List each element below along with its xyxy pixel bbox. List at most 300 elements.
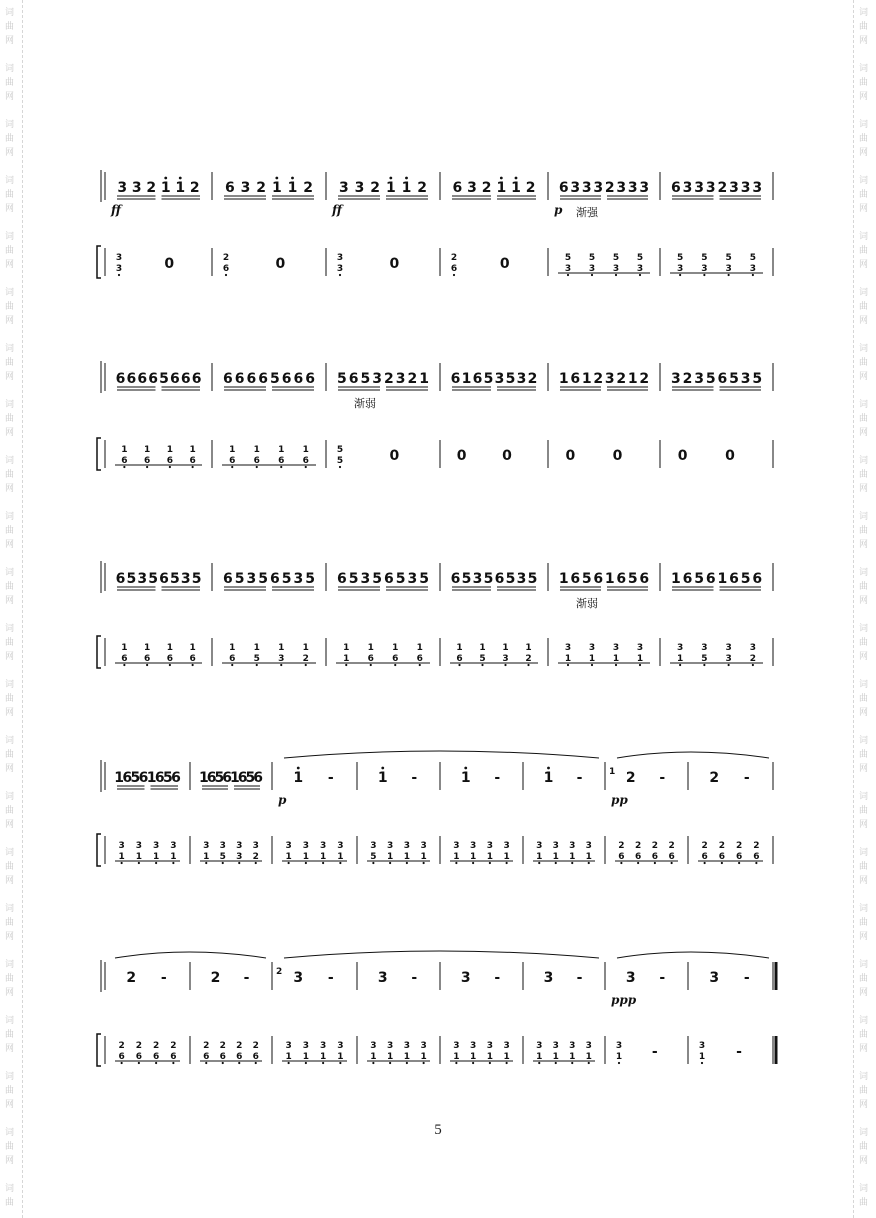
chord-upper-note: 5 [749, 253, 757, 263]
jianpu-note: 3 [570, 180, 581, 196]
chord-upper-note: 2 [651, 841, 659, 851]
chord-upper-note: 3 [536, 1041, 543, 1051]
jianpu-note: 3 [516, 571, 527, 587]
chord-upper-note: 5 [336, 445, 344, 455]
watermark-char: 词 [5, 1128, 15, 1138]
chord-lower-note: 1 [564, 654, 572, 664]
dynamic-mark: p [278, 793, 287, 807]
chord-upper-note: 1 [367, 643, 374, 653]
low-octave-dot [637, 862, 639, 864]
chord-upper-note: 3 [403, 1041, 411, 1051]
jianpu-note: 6 [616, 571, 627, 587]
watermark-char: 网 [859, 596, 869, 606]
watermark-char: 词 [5, 904, 15, 914]
low-octave-dot [555, 862, 557, 864]
watermark-char: 曲 [859, 190, 869, 200]
chord-upper-note: 3 [319, 841, 327, 851]
watermark-char: 网 [859, 316, 869, 326]
chord-upper-note: 2 [236, 1041, 243, 1051]
chord-lower-note: 1 [676, 654, 684, 664]
chord-upper-note: 3 [469, 841, 477, 851]
low-octave-dot [679, 274, 681, 276]
chord-lower-note: 3 [588, 264, 596, 274]
watermark-char: 网 [5, 148, 15, 158]
chord-lower-note: 6 [252, 1052, 259, 1062]
jianpu-note: 2 [417, 180, 428, 196]
chord-lower-note: 1 [285, 852, 292, 862]
chord-lower-note: 3 [564, 264, 572, 274]
chord-upper-note: 2 [222, 253, 230, 263]
low-octave-dot [591, 664, 593, 666]
chord-upper-note: 1 [121, 445, 128, 455]
chord-upper-note: 3 [698, 1041, 706, 1051]
chord-lower-note: 1 [302, 1052, 310, 1062]
chord-upper-note: 1 [143, 643, 151, 653]
low-octave-dot [472, 862, 474, 864]
jianpu-note: 3 [460, 970, 471, 986]
chord-lower-note: 3 [612, 264, 620, 274]
jianpu-note: 6 [253, 770, 263, 786]
jianpu-note: 1 [604, 571, 615, 587]
jianpu-note: 2 [604, 180, 615, 196]
low-octave-dot [255, 862, 257, 864]
low-octave-dot [123, 664, 125, 666]
jianpu-note: 5 [126, 571, 137, 587]
watermark-char: 网 [5, 36, 15, 46]
jianpu-note: 5 [191, 571, 202, 587]
chord-upper-note: 3 [236, 841, 243, 851]
rest: 0 [502, 448, 512, 464]
chord-upper-note: 3 [503, 841, 510, 851]
chord-lower-note: 1 [203, 852, 210, 862]
chord-upper-note: 2 [135, 1041, 143, 1051]
jianpu-note: 5 [337, 371, 347, 387]
chord-lower-note: 1 [469, 852, 477, 862]
watermark-char: 网 [5, 820, 15, 830]
watermark-char: 曲 [5, 246, 15, 256]
low-octave-dot [305, 1062, 307, 1064]
low-octave-dot [339, 1062, 341, 1064]
jianpu-note: 6 [234, 371, 245, 387]
high-octave-dot [464, 767, 467, 770]
chord-lower-note: 5 [701, 654, 708, 664]
watermark-char: 词 [859, 1184, 869, 1194]
chord-lower-note: 6 [121, 654, 128, 664]
jianpu-note: - [160, 970, 167, 986]
dynamic-mark: ppp [611, 993, 637, 1007]
jianpu-note: 3 [709, 970, 720, 986]
watermark-char: 词 [859, 232, 869, 242]
chord-upper-note: 3 [118, 841, 125, 851]
low-octave-dot [703, 274, 705, 276]
expression-text: 渐强 [576, 206, 598, 219]
low-octave-dot [339, 466, 341, 468]
jianpu-note: 5 [419, 571, 429, 587]
low-octave-dot [639, 664, 641, 666]
jianpu-note: 2 [303, 180, 314, 196]
low-octave-dot [679, 664, 681, 666]
watermark-char: 曲 [859, 22, 869, 32]
watermark-char: 网 [5, 428, 15, 438]
jianpu-note: - [659, 970, 666, 986]
jianpu-note: 3 [581, 180, 592, 196]
expression-text: 渐弱 [354, 397, 376, 410]
watermark-char: 曲 [5, 806, 15, 816]
jianpu-note: 6 [191, 371, 202, 387]
chord-upper-note: 3 [302, 1041, 310, 1051]
chord-upper-note: 3 [386, 841, 394, 851]
rest: 0 [389, 256, 400, 272]
low-octave-dot [615, 664, 617, 666]
low-octave-dot [458, 664, 460, 666]
chord-upper-note: 5 [676, 253, 684, 263]
chord-lower-note: 2 [749, 654, 757, 664]
jianpu-note: 6 [705, 571, 716, 587]
chord-lower-note: 3 [676, 264, 684, 274]
jianpu-note: 5 [214, 770, 225, 786]
high-octave-dot [500, 177, 503, 180]
chord-upper-note: 2 [152, 1041, 160, 1051]
chord-upper-note: 3 [469, 1041, 477, 1051]
watermark-char: 网 [859, 820, 869, 830]
watermark-char: 网 [859, 260, 869, 270]
jianpu-note: 3 [293, 571, 304, 587]
chord-upper-note: 3 [135, 841, 143, 851]
chord-lower-note: 1 [453, 852, 460, 862]
jianpu-note: 1 [496, 180, 507, 196]
jianpu-note: 5 [505, 371, 516, 387]
jianpu-note: 3 [593, 180, 604, 196]
watermark-char: 词 [5, 848, 15, 858]
watermark-char: 曲 [859, 638, 869, 648]
chord-upper-note: 3 [115, 253, 123, 263]
chord-lower-note: 1 [552, 852, 559, 862]
jianpu-note: 1 [461, 371, 472, 387]
chord-lower-note: 1 [152, 852, 160, 862]
jianpu-note: - [327, 970, 334, 986]
jianpu-note: 3 [705, 180, 716, 196]
watermark-char: 曲 [5, 1142, 15, 1152]
chord-lower-note: 6 [278, 456, 285, 466]
high-octave-dot [297, 767, 300, 770]
chord-lower-note: 1 [319, 852, 327, 862]
low-octave-dot [280, 664, 282, 666]
watermark-char: 词 [5, 1016, 15, 1026]
rest: 0 [456, 448, 467, 464]
watermark-char: 词 [859, 400, 869, 410]
chord-upper-note: 3 [585, 1041, 592, 1051]
jianpu-note: 3 [682, 180, 693, 196]
chord-lower-note: 1 [469, 1052, 477, 1062]
high-octave-dot [164, 177, 167, 180]
low-octave-dot [339, 862, 341, 864]
jianpu-note: 1 [385, 180, 396, 196]
low-octave-dot [389, 862, 391, 864]
chord-upper-note: 3 [636, 643, 644, 653]
chord-upper-note: 5 [564, 253, 572, 263]
jianpu-note: 1 [401, 180, 412, 196]
chord-upper-note: 3 [219, 841, 226, 851]
chord-lower-note: 6 [135, 1052, 143, 1062]
jianpu-note: 3 [516, 371, 527, 387]
jianpu-note: 6 [223, 571, 233, 587]
high-octave-dot [405, 177, 408, 180]
jianpu-note: 6 [348, 371, 359, 387]
chord-lower-note: 1 [552, 1052, 559, 1062]
low-octave-dot [345, 664, 347, 666]
jianpu-note: 6 [115, 571, 126, 587]
watermark-char: 网 [859, 1044, 869, 1054]
jianpu-note: 2 [717, 180, 728, 196]
low-octave-dot [225, 274, 227, 276]
jianpu-note: 3 [752, 180, 763, 196]
jianpu-note: 3 [467, 180, 477, 196]
chord-lower-note: 6 [222, 264, 230, 274]
watermark-char: 词 [859, 624, 869, 634]
chord-upper-note: 3 [386, 1041, 394, 1051]
jianpu-note: 5 [148, 571, 158, 587]
jianpu-note: 1 [377, 770, 388, 786]
low-octave-dot [394, 664, 396, 666]
chord-lower-note: 3 [636, 264, 644, 274]
jianpu-note: 2 [593, 371, 604, 387]
jianpu-note: 1 [271, 180, 282, 196]
chord-upper-note: 3 [319, 1041, 327, 1051]
jianpu-note: 3 [639, 180, 650, 196]
jianpu-note: - [743, 970, 750, 986]
jianpu-note: 6 [717, 371, 728, 387]
jianpu-note: 5 [694, 571, 704, 587]
chord-lower-note: 2 [525, 654, 532, 664]
chord-lower-note: 1 [698, 1052, 706, 1062]
chord-lower-note: 6 [367, 654, 374, 664]
watermark-char: 曲 [5, 470, 15, 480]
chord-lower-note: 1 [343, 654, 350, 664]
jianpu-note: 6 [115, 371, 126, 387]
chord-upper-note: 3 [370, 841, 377, 851]
jianpu-note: 2 [189, 180, 200, 196]
jianpu-note: 2 [384, 371, 394, 387]
chord-upper-note: 1 [416, 643, 423, 653]
watermark-char: 词 [859, 568, 869, 578]
jianpu-note: 6 [450, 371, 461, 387]
chord-lower-note: 6 [735, 852, 743, 862]
watermark-char: 网 [5, 372, 15, 382]
jianpu-note: 6 [180, 371, 191, 387]
jianpu-note: 6 [570, 371, 581, 387]
jianpu-note: 5 [483, 371, 494, 387]
watermark-char: 网 [5, 204, 15, 214]
jianpu-note: 6 [281, 371, 292, 387]
chord-upper-note: 2 [252, 1041, 259, 1051]
jianpu-note: 6 [138, 770, 149, 786]
chord-upper-note: 3 [536, 841, 543, 851]
watermark-char: 词 [5, 120, 15, 130]
tie-slur [284, 951, 599, 958]
jianpu-note: 5 [281, 571, 292, 587]
watermark-char: 曲 [859, 862, 869, 872]
chord-lower-note: 6 [229, 654, 236, 664]
chord-lower-note: 6 [219, 1052, 226, 1062]
watermark-char: 曲 [5, 22, 15, 32]
jianpu-note: 5 [348, 571, 359, 587]
jianpu-note: 3 [377, 970, 388, 986]
low-octave-dot [538, 1062, 540, 1064]
watermark-char: 网 [5, 764, 15, 774]
expression-text: 渐弱 [576, 597, 598, 610]
jianpu-note: - [659, 770, 666, 786]
rest: 0 [725, 448, 735, 464]
jianpu-note: 2 [407, 371, 418, 387]
low-octave-dot [504, 664, 506, 666]
low-octave-dot [222, 1062, 224, 1064]
chord-upper-note: 3 [337, 1041, 344, 1051]
chord-upper-note: 3 [302, 841, 310, 851]
jianpu-note: 5 [729, 371, 739, 387]
chord-lower-note: 6 [166, 654, 174, 664]
watermark-char: 网 [5, 1100, 15, 1110]
low-octave-dot [591, 274, 593, 276]
watermark-char: 词 [5, 8, 15, 18]
chord-lower-note: 6 [236, 1052, 243, 1062]
chord-lower-note: 1 [486, 852, 494, 862]
jianpu-note: 6 [206, 770, 217, 786]
low-octave-dot [453, 274, 455, 276]
low-octave-dot [571, 862, 573, 864]
watermark-char: 词 [859, 736, 869, 746]
watermark-char: 曲 [859, 974, 869, 984]
jianpu-note: 3 [180, 571, 191, 587]
watermark-char: 网 [859, 204, 869, 214]
chord-lower-note: 1 [536, 852, 543, 862]
watermark-char: 词 [859, 120, 869, 130]
chord-lower-note: 6 [302, 456, 309, 466]
watermark-char: 网 [859, 148, 869, 158]
jianpu-note: - [576, 970, 583, 986]
grace-note: 1 [609, 767, 616, 777]
jianpu-note: 6 [169, 371, 180, 387]
watermark-char: 曲 [5, 918, 15, 928]
watermark-char: 网 [5, 1156, 15, 1166]
rest: 0 [677, 448, 688, 464]
jianpu-note: 3 [240, 180, 251, 196]
low-octave-dot [419, 664, 421, 666]
jianpu-note: 3 [472, 571, 483, 587]
chord-upper-note: 1 [302, 445, 309, 455]
jianpu-note: 6 [224, 180, 235, 196]
low-octave-dot [615, 274, 617, 276]
watermark-char: 词 [5, 568, 15, 578]
watermark-char: 词 [859, 960, 869, 970]
chord-upper-note: 3 [552, 1041, 559, 1051]
watermark-char: 词 [5, 792, 15, 802]
jianpu-note: 3 [131, 180, 142, 196]
chord-upper-note: 2 [718, 841, 726, 851]
watermark-char: 曲 [5, 638, 15, 648]
jianpu-note: 3 [543, 970, 554, 986]
rest: 0 [612, 448, 623, 464]
low-octave-dot [704, 862, 706, 864]
low-octave-dot [231, 466, 233, 468]
chord-upper-note: 2 [450, 253, 458, 263]
jianpu-note: 1 [146, 770, 157, 786]
watermark-char: 网 [859, 876, 869, 886]
jianpu-note: 6 [472, 371, 483, 387]
low-octave-dot [567, 664, 569, 666]
low-octave-dot [738, 862, 740, 864]
chord-upper-note: 3 [585, 841, 592, 851]
chord-lower-note: 6 [718, 852, 726, 862]
watermark-char: 词 [5, 232, 15, 242]
chord-lower-note: 1 [135, 852, 143, 862]
jianpu-note: 6 [222, 770, 232, 786]
chord-lower-note: 1 [503, 1052, 510, 1062]
chord-upper-note: 3 [564, 643, 572, 653]
low-octave-dot [305, 862, 307, 864]
jianpu-note: 6 [729, 571, 739, 587]
jianpu-note: 5 [752, 371, 763, 387]
jianpu-note: 2 [256, 180, 267, 196]
jianpu-note: 6 [137, 371, 148, 387]
watermark-char: 词 [5, 176, 15, 186]
low-octave-dot [406, 862, 408, 864]
jianpu-note: - [494, 970, 501, 986]
jianpu-note: 2 [210, 970, 221, 986]
watermark-char: 曲 [5, 1030, 15, 1040]
chord-upper-note: 3 [453, 1041, 460, 1051]
low-octave-dot [288, 1062, 290, 1064]
watermark-char: 网 [859, 1156, 869, 1166]
jianpu-note: 2 [682, 371, 693, 387]
jianpu-note: 1 [543, 770, 554, 786]
jianpu-note: 5 [483, 571, 494, 587]
chord-lower-note: 1 [170, 852, 177, 862]
watermark-char: 网 [859, 652, 869, 662]
watermark-char: 网 [859, 484, 869, 494]
watermark-char: 曲 [859, 246, 869, 256]
watermark-char: 曲 [5, 974, 15, 984]
jianpu-note: 3 [729, 180, 739, 196]
jianpu-note: 5 [581, 571, 592, 587]
low-octave-dot [527, 664, 529, 666]
low-octave-dot [146, 466, 148, 468]
chord-upper-note: 1 [479, 643, 486, 653]
watermark-char: 曲 [859, 1086, 869, 1096]
jianpu-note: 2 [126, 970, 137, 986]
chord-upper-note: 1 [343, 643, 350, 653]
chord-upper-note: 3 [588, 643, 596, 653]
chord-upper-note: 3 [203, 841, 210, 851]
low-octave-dot [231, 664, 233, 666]
chord-lower-note: 1 [636, 654, 644, 664]
low-octave-dot [205, 1062, 207, 1064]
dynamic-mark: ff [111, 203, 121, 217]
chord-upper-note: 3 [252, 841, 259, 851]
watermark-char: 曲 [5, 750, 15, 760]
watermark-char: 网 [5, 652, 15, 662]
chord-upper-note: 3 [552, 841, 559, 851]
jianpu-note: 5 [159, 371, 169, 387]
watermark-char: 曲 [859, 1030, 869, 1040]
low-octave-dot [571, 1062, 573, 1064]
jianpu-note: 6 [452, 180, 463, 196]
watermark-char: 词 [5, 1184, 15, 1194]
jianpu-note: 3 [395, 371, 406, 387]
chord-lower-note: 1 [588, 654, 596, 664]
chord-upper-note: 3 [420, 841, 427, 851]
chord-upper-note: 2 [203, 1041, 210, 1051]
low-octave-dot [256, 664, 258, 666]
